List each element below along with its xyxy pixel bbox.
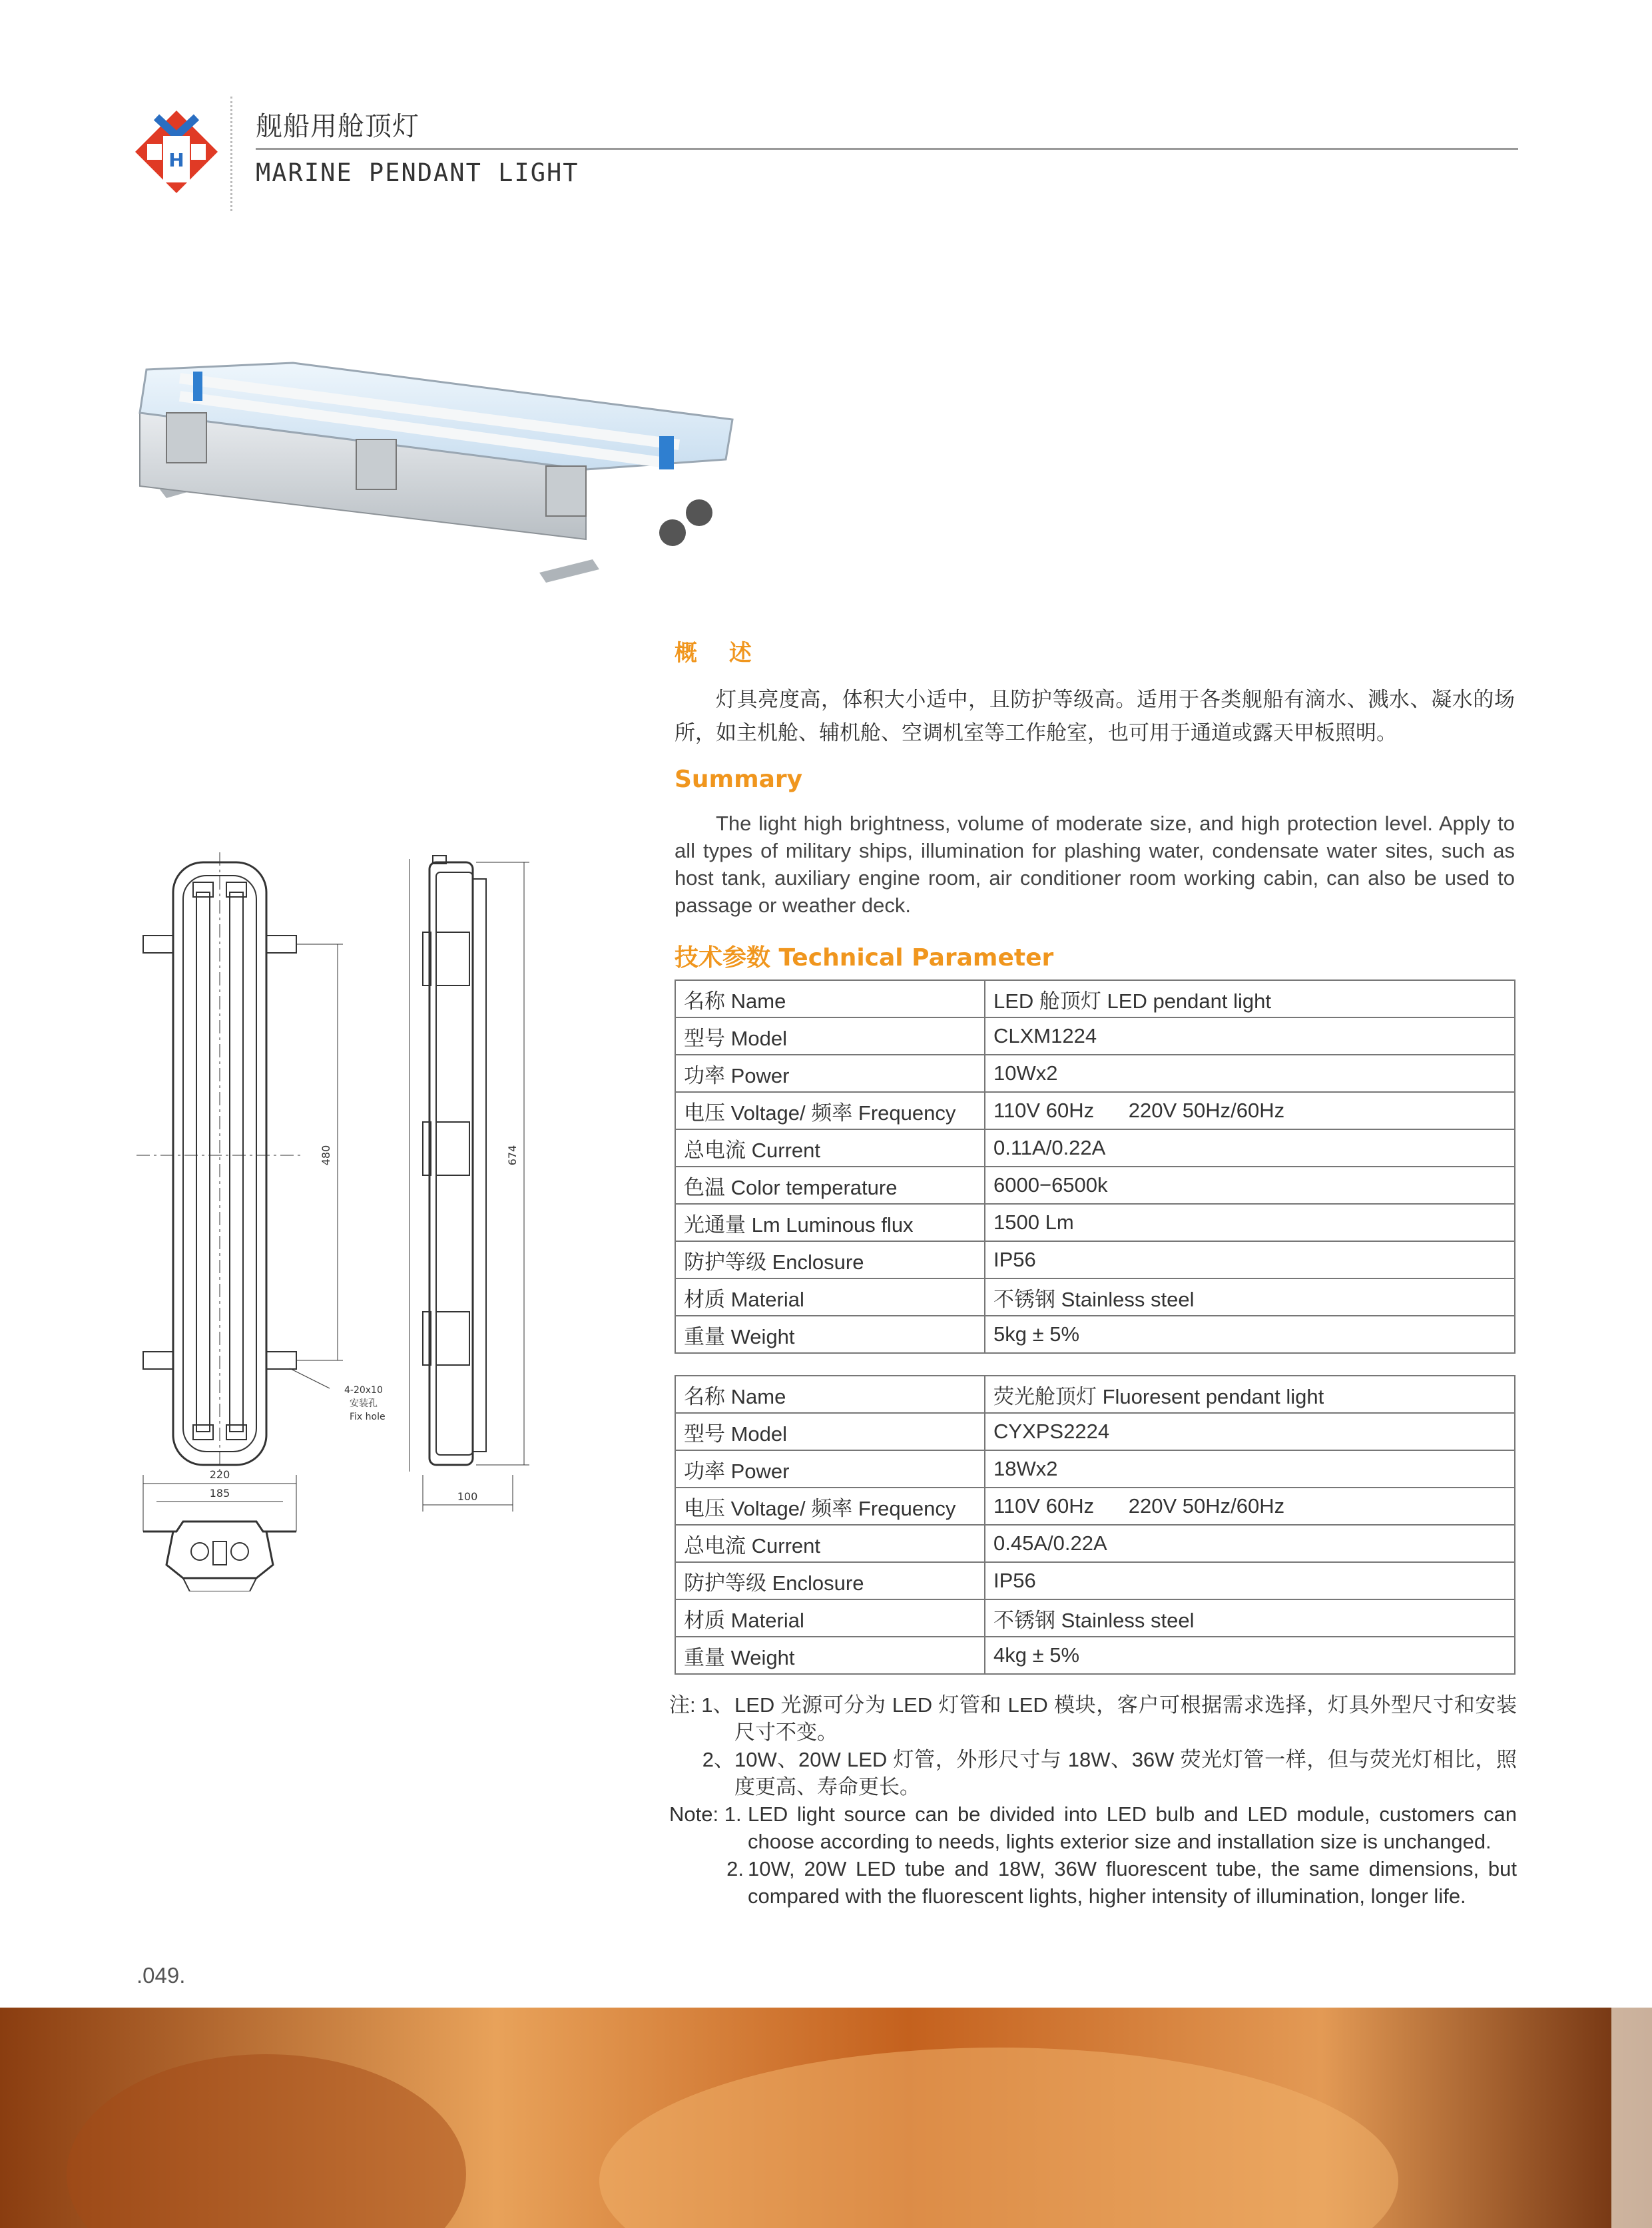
note-en-1 xyxy=(669,1801,1517,1855)
notes xyxy=(669,1691,1517,1910)
note-en-1-prefix: Note: 1. xyxy=(669,1803,742,1826)
spec-row xyxy=(675,1092,1515,1129)
overview-heading: 概 述 xyxy=(675,640,764,667)
dim-480-label: 480 xyxy=(320,1145,332,1166)
spec-key: 光通量 Lm Luminous flux xyxy=(675,1204,985,1241)
note-cn-1 xyxy=(669,1691,1517,1746)
spec-row xyxy=(675,1525,1515,1562)
spec-row xyxy=(675,1129,1515,1167)
svg-text:H: H xyxy=(168,149,184,171)
spec-value: IP56 xyxy=(985,1241,1515,1278)
spec-key: 总电流 Current xyxy=(675,1525,985,1562)
spec-row xyxy=(675,1017,1515,1055)
spec-key: 型号 Model xyxy=(675,1413,985,1450)
note-en-1-text: LED light source can be divided into LED bulb and LED module, customers can choose according to needs, lights exterior size and installation size is unchanged. xyxy=(748,1803,1517,1853)
note-cn-2-text: 10W、20W LED 灯管，外形尺寸与 18W、36W 荧光灯管一样，但与荧光灯相比，照度更高、寿命更长。 xyxy=(734,1748,1517,1799)
summary-heading: Summary xyxy=(675,766,803,793)
spec-row xyxy=(675,1488,1515,1525)
spec-key: 名称 Name xyxy=(675,980,985,1017)
spec-key: 名称 Name xyxy=(675,1376,985,1413)
spec-key: 电压 Voltage/ 频率 Frequency xyxy=(675,1488,985,1525)
spec-value: 5kg ± 5% xyxy=(985,1316,1515,1353)
technical-drawing xyxy=(130,846,543,1591)
spec-value: IP56 xyxy=(985,1562,1515,1599)
spec-row xyxy=(675,1167,1515,1204)
spec-value: 荧光舱顶灯 Fluoresent pendant light xyxy=(985,1376,1515,1413)
page-number: .049. xyxy=(137,1963,186,1988)
note-cn-1-text: LED 光源可分为 LED 灯管和 LED 模块，客户可根据需求选择，灯具外型尺寸和安装尺寸不变。 xyxy=(734,1693,1517,1744)
spec-value: CLXM1224 xyxy=(985,1017,1515,1055)
spec-key: 防护等级 Enclosure xyxy=(675,1241,985,1278)
spec-value: 110V 60Hz 220V 50Hz/60Hz xyxy=(985,1092,1515,1129)
spec-value: 0.45A/0.22A xyxy=(985,1525,1515,1562)
spec-value: 4kg ± 5% xyxy=(985,1637,1515,1674)
spec-row xyxy=(675,1204,1515,1241)
spec-row xyxy=(675,1599,1515,1637)
spec-key: 型号 Model xyxy=(675,1017,985,1055)
note-cn-2 xyxy=(669,1746,1517,1801)
spec-key: 功率 Power xyxy=(675,1055,985,1092)
summary-text: The light high brightness, volume of moderate size, and high protection level. Apply to all types of military ships, illumination for plashing water, condensate water sites, such as host tank, auxiliary engine room, air conditioner room working cabin, can also be used to passage or weather deck. xyxy=(675,812,1515,917)
spec-key: 重量 Weight xyxy=(675,1637,985,1674)
spec-key: 功率 Power xyxy=(675,1450,985,1488)
company-logo xyxy=(130,105,223,198)
spec-key: 电压 Voltage/ 频率 Frequency xyxy=(675,1092,985,1129)
dim-100-label: 100 xyxy=(457,1490,478,1503)
spec-value: 18Wx2 xyxy=(985,1450,1515,1488)
spec-row xyxy=(675,1562,1515,1599)
note-cn-2-prefix: 2、 xyxy=(702,1748,734,1771)
spec-value: 110V 60Hz 220V 50Hz/60Hz xyxy=(985,1488,1515,1525)
led-spec-table xyxy=(675,979,1515,1354)
page-title-cn: 舰船用舱顶灯 xyxy=(256,112,419,141)
note-en-2-prefix: 2. xyxy=(726,1857,744,1880)
technical-heading: 技术参数 Technical Parameter xyxy=(675,944,1054,972)
header-divider-vertical xyxy=(230,97,232,211)
hole-size-label: 4-20x10 xyxy=(344,1385,383,1396)
spec-value: CYXPS2224 xyxy=(985,1413,1515,1450)
spec-value: 0.11A/0.22A xyxy=(985,1129,1515,1167)
spec-key: 材质 Material xyxy=(675,1278,985,1316)
hole-en-label: Fix hole xyxy=(350,1412,386,1422)
footer-banner-image xyxy=(0,2008,1652,2228)
hole-cn-label: 安装孔 xyxy=(350,1398,378,1409)
spec-key: 材质 Material xyxy=(675,1599,985,1637)
spec-value: 不锈钢 Stainless steel xyxy=(985,1599,1515,1637)
spec-row xyxy=(675,1278,1515,1316)
header-rule xyxy=(256,148,1518,150)
spec-value: 1500 Lm xyxy=(985,1204,1515,1241)
spec-row xyxy=(675,1413,1515,1450)
spec-row xyxy=(675,1316,1515,1353)
spec-row xyxy=(675,1450,1515,1488)
spec-key: 重量 Weight xyxy=(675,1316,985,1353)
note-cn-1-prefix: 注: 1、 xyxy=(669,1693,734,1717)
spec-value: LED 舱顶灯 LED pendant light xyxy=(985,980,1515,1017)
spec-value: 不锈钢 Stainless steel xyxy=(985,1278,1515,1316)
note-en-2 xyxy=(669,1855,1517,1910)
spec-key: 总电流 Current xyxy=(675,1129,985,1167)
spec-row xyxy=(675,1241,1515,1278)
note-en-2-text: 10W, 20W LED tube and 18W, 36W fluorescent tube, the same dimensions, but compared with the fluorescent lights, higher intensity of illumination, longer life. xyxy=(748,1857,1517,1908)
fluorescent-spec-table xyxy=(675,1375,1515,1675)
spec-key: 防护等级 Enclosure xyxy=(675,1562,985,1599)
spec-value: 6000−6500k xyxy=(985,1167,1515,1204)
dim-220-label: 220 xyxy=(209,1468,230,1481)
page-title-en: MARINE PENDANT LIGHT xyxy=(256,158,579,187)
product-photo xyxy=(127,340,739,593)
spec-row xyxy=(675,980,1515,1017)
overview-text: 灯具亮度高，体积大小适中，且防护等级高。适用于各类舰船有滴水、溅水、凝水的场所，如主机舱、辅机舱、空调机室等工作舱室，也可用于通道或露天甲板照明。 xyxy=(675,688,1515,744)
spec-row xyxy=(675,1055,1515,1092)
dim-185-label: 185 xyxy=(209,1487,230,1500)
spec-row xyxy=(675,1637,1515,1674)
spec-value: 10Wx2 xyxy=(985,1055,1515,1092)
spec-key: 色温 Color temperature xyxy=(675,1167,985,1204)
dim-674-label: 674 xyxy=(506,1145,519,1166)
spec-row xyxy=(675,1376,1515,1413)
